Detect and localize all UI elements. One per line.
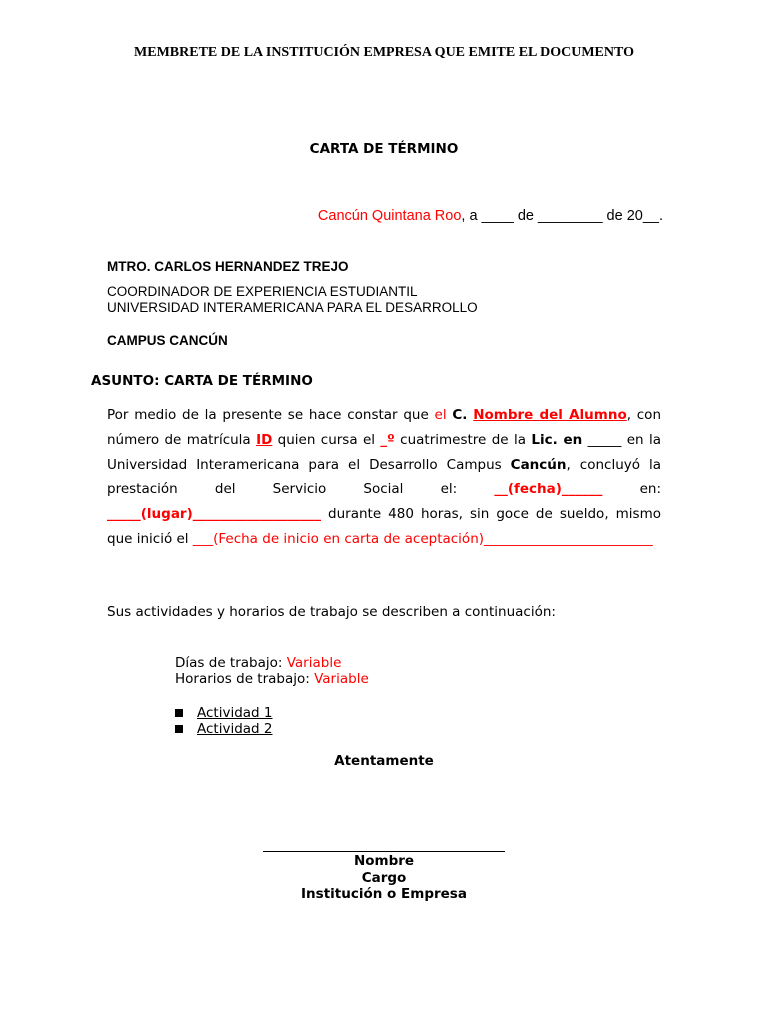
dateline xyxy=(318,208,663,224)
closing: Atentamente xyxy=(334,753,434,769)
field-id: ID xyxy=(256,431,273,448)
list-item xyxy=(175,721,273,737)
body-paragraph: Por medio de la presente se hace constar que el C. Nombre del Alumno, con número de matrícula ID quien cursa el _º cuatrimestre de la Lic. en _____ en la Universidad Interamericana para el Desarrollo Campus Cancún, concluyó la prestación del Servicio Social el: __(fecha)______ en: _____(lugar)___________________ durante 480 horas, sin goce de sueldo, mismo que inició el ___(Fecha de inicio en carta de aceptación)_________________________ xyxy=(107,407,662,547)
document-title: CARTA DE TÉRMINO xyxy=(309,141,459,157)
field-lic: Lic. en xyxy=(531,431,583,448)
signature-position: Cargo xyxy=(361,870,407,886)
activity-label: Actividad 1 xyxy=(197,705,273,721)
activity-label: Actividad 2 xyxy=(197,721,273,737)
letterhead: MEMBRETE DE LA INSTITUCIÓN EMPRESA QUE EMITE EL DOCUMENTO xyxy=(134,45,634,60)
recipient-campus: CAMPUS CANCÚN xyxy=(107,333,228,348)
dateline-date: , a ____ de ________ de 20__. xyxy=(461,208,663,224)
field-el: el xyxy=(434,407,447,423)
recipient-name: MTRO. CARLOS HERNANDEZ TREJO xyxy=(107,259,349,274)
field-student-name: Nombre del Alumno xyxy=(473,407,627,423)
signature-line xyxy=(263,851,505,852)
field-grade: _º xyxy=(380,431,395,448)
activities-intro: Sus actividades y horarios de trabajo se describen a continuación: xyxy=(107,604,556,620)
work-days-value: Variable xyxy=(286,655,342,671)
field-campus: Cancún xyxy=(510,456,567,473)
field-fecha: __(fecha)______ xyxy=(494,481,603,498)
work-days: Días de trabajo: Variable xyxy=(175,655,342,671)
work-hours: Horarios de trabajo: Variable xyxy=(175,671,369,687)
bullet-square-icon xyxy=(175,709,183,717)
field-fecha-inicio: ___(Fecha de inicio en carta de aceptación)_________________________ xyxy=(192,530,653,547)
work-hours-value: Variable xyxy=(314,671,369,687)
recipient-position: COORDINADOR DE EXPERIENCIA ESTUDIANTIL xyxy=(107,284,418,299)
signature-name: Nombre xyxy=(353,853,415,869)
dateline-place: Cancún Quintana Roo xyxy=(317,208,462,224)
subject-line: ASUNTO: CARTA DE TÉRMINO xyxy=(91,373,313,389)
field-lugar: _____(lugar)___________________ xyxy=(107,506,322,523)
signature-organization: Institución o Empresa xyxy=(301,886,467,902)
recipient-institution: UNIVERSIDAD INTERAMERICANA PARA EL DESARROLLO xyxy=(107,300,478,315)
list-item xyxy=(175,705,273,721)
bullet-square-icon xyxy=(175,725,183,733)
